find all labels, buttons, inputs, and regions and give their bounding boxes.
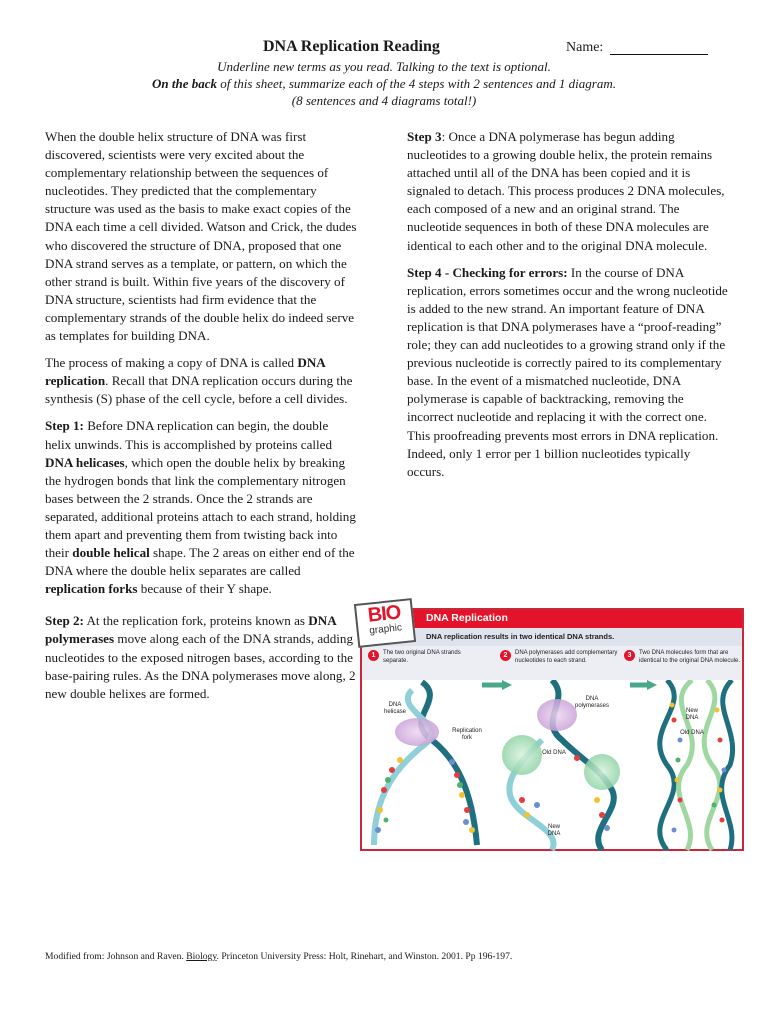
figure-title: DNA Replication <box>426 612 508 624</box>
left-column <box>45 128 357 712</box>
step2-paragraph <box>45 612 357 702</box>
text: because of their Y shape. <box>137 581 272 597</box>
term-dna-polymerases: DNA polymerases <box>45 613 336 647</box>
text: Modified from: Johnson and Raven. <box>45 951 187 962</box>
process-paragraph <box>45 354 357 408</box>
term-dna-helicases: DNA helicases <box>45 454 125 470</box>
step-text: The two original DNA strands separate. <box>383 650 461 664</box>
term-double-helical: double helical <box>72 545 150 561</box>
worksheet-header <box>0 38 768 109</box>
step-text: DNA polymerases add complementary nucleotides to each strand. <box>515 650 618 664</box>
dna-replication-figure <box>360 601 744 851</box>
text: At the replication fork, proteins known as <box>83 613 309 629</box>
instruction-line-2-text: of this sheet, summarize each of the 4 steps with 2 sentences and 1 diagram. <box>217 76 616 91</box>
label-dna-helicase: DNA helicase <box>383 702 406 715</box>
step3-label: Step 3 <box>407 129 442 144</box>
step-number-badge: 2 <box>500 650 511 661</box>
text: The process of making a copy of DNA is called <box>45 355 298 371</box>
step2-label: Step 2: <box>45 613 84 629</box>
right-column <box>407 128 729 490</box>
logo-graphic: graphic <box>368 622 403 637</box>
intro-paragraph: When the double helix structure of DNA was first discovered, scientists were very excited about the complementary relationship between the sequences of nucleotides. They predicted that the complementary structure was used as the basis to make exact copies of the DNA each time a cell divided. Watson and Crick, the dudes who discovered the structure of DNA, proposed that one DNA strand serves as a template, or pattern, on which the other strand is built. Within five years of the discovery of DNA structure, scientists had firm evidence that the complementary strands of the double helix do indeed serve as templates for building DNA. <box>45 129 357 344</box>
text: move along each of the DNA strands, adding nucleotides to the exposed nitrogen bases, according to the base-pairing rules. As the DNA polymerases move along, 2 new double helixes are formed. <box>45 631 356 701</box>
label-old-dna-right: Old DNA <box>680 730 704 736</box>
step1-paragraph <box>45 417 357 598</box>
page-title: DNA Replication Reading <box>263 38 440 55</box>
label-replication-fork: Replication fork <box>452 728 482 741</box>
instruction-line-3: (8 sentences and 4 diagrams total!) <box>291 93 477 108</box>
instruction-line-1: Underline new terms as you read. Talking to the text is optional. <box>217 59 551 74</box>
logo-bio: BIO <box>366 601 402 627</box>
biographic-logo <box>354 598 416 648</box>
step4-paragraph <box>407 264 729 481</box>
text: : Once a DNA polymerase has begun adding nucleotides to a growing double helix, the protein remains attached until all of the DNA has been copied and it is signaled to detach. This process produces 2 DNA molecules, each composed of a new and an original strand. The nucleotide sequences in both of these DNA molecules are identical to each other and to the original DNA molecule. <box>407 129 725 253</box>
figure-step-3 <box>624 650 742 665</box>
step-number-badge: 1 <box>368 650 379 661</box>
step4-label: Step 4 - Checking for errors: <box>407 264 568 280</box>
text: In the course of DNA replication, errors sometimes occur and the wrong nucleotide is added to the new strand. An important feature of DNA replication is that DNA polymerases have a “proof-reading” role; they can add nucleotides to a growing strand only if the previous nucleotide is correctly paired to its complementary base. In the event of a mismatched nucleotide, DNA polymerase is capable of backtracking, removing the incorrect nucleotide and replacing it with the correct one. This proofreading prevents most errors in DNA replication. Indeed, only 1 error per 1 billion nucleotides typically occurs. <box>407 264 728 479</box>
dna-illustration <box>362 680 742 851</box>
term-replication-forks: replication forks <box>45 581 138 597</box>
label-new-dna-right: New DNA <box>685 708 699 721</box>
name-label: Name: <box>566 40 604 55</box>
step-number-badge: 3 <box>624 650 635 661</box>
book-title: Biology <box>186 951 217 962</box>
text: . Princeton University Press: Holt, Rinehart, and Winston. 2001. Pp 196-197. <box>216 951 513 962</box>
text: . Recall that DNA replication occurs during the synthesis (S) phase of the cell cycle, before a cell divides. <box>45 373 353 407</box>
text: shape. The 2 areas on either end of the DNA where the double helix separates are called <box>45 545 355 579</box>
figure-steps <box>362 646 742 680</box>
term-dna-replication: DNA replication <box>45 355 326 389</box>
figure-step-1 <box>368 650 486 665</box>
step1-label: Step 1: <box>45 418 84 434</box>
text: , which open the double helix by breaking the hydrogen bonds that link the complementary nitrogen bases between the 2 strands. Once the 2 strands are separated, additional proteins attach to each strand, holding them apart and preventing them from twisting back into their <box>45 454 356 561</box>
instruction-line-2 <box>0 75 768 92</box>
text: Before DNA replication can begin, the double helix unwinds. This is accomplished by proteins called <box>45 418 333 452</box>
figure-banner <box>362 610 742 628</box>
step-text: Two DNA molecules form that are identical to the original DNA molecule. <box>639 650 741 664</box>
figure-subtitle: DNA replication results in two identical DNA strands. <box>426 632 615 641</box>
step3-paragraph <box>407 128 729 255</box>
label-old-dna-middle: Old DNA <box>542 750 566 756</box>
on-the-back-emphasis: On the back <box>152 76 217 91</box>
citation-footer <box>45 951 512 962</box>
figure-step-2 <box>500 650 618 665</box>
label-dna-polymerases: DNA polymerases <box>574 696 609 709</box>
figure-subtitle-band <box>362 628 742 646</box>
label-new-dna-middle: New DNA <box>547 824 561 837</box>
name-blank-line[interactable] <box>610 54 708 55</box>
